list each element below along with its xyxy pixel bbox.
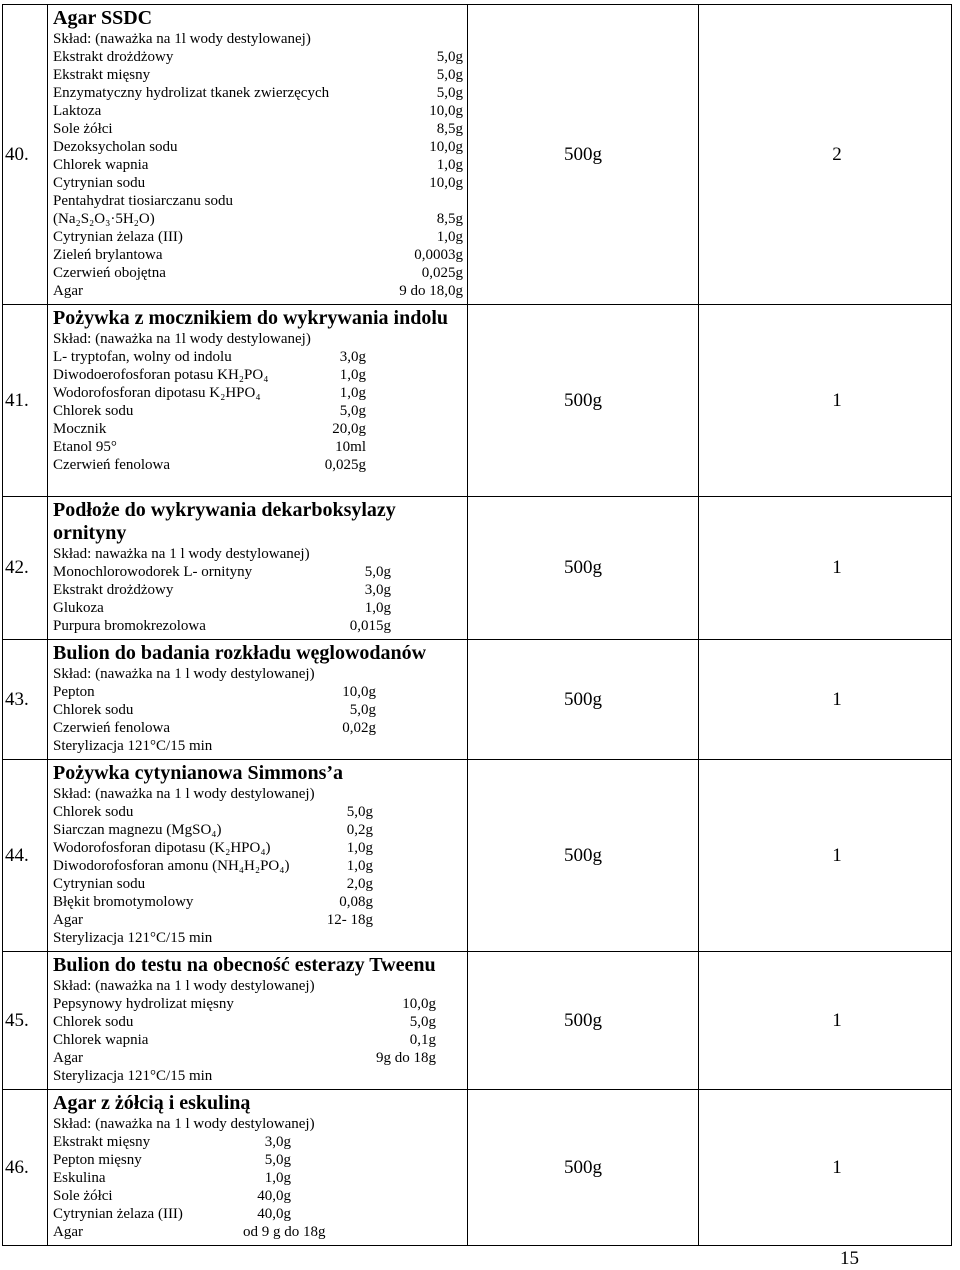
ingredient-name: Etanol 95° xyxy=(53,439,117,455)
ingredient-line xyxy=(53,402,463,420)
table-row xyxy=(3,5,952,305)
ingredient-line xyxy=(53,156,463,174)
ingredient-name: Pepton xyxy=(53,684,95,700)
ingredient-name: Czerwień obojętna xyxy=(53,265,166,281)
composition-cell xyxy=(48,760,468,952)
ingredient-line xyxy=(53,821,463,839)
ingredient-line xyxy=(53,384,463,402)
ingredient-name: Glukoza xyxy=(53,600,104,616)
ingredient-line xyxy=(53,1133,463,1151)
medium-title: Podłoże do wykrywania dekarboksylazy ornityny xyxy=(53,499,396,544)
ingredient-line xyxy=(53,1169,463,1187)
page-number: 15 xyxy=(840,1248,859,1269)
table-row xyxy=(3,952,952,1090)
table-row xyxy=(3,305,952,497)
ingredient-line xyxy=(53,438,463,456)
ingredient-amount: 5,0g xyxy=(349,702,376,718)
ingredient-name: Sole żółci xyxy=(53,1188,113,1204)
composition-cell xyxy=(48,640,468,760)
row-number: 44. xyxy=(3,760,48,952)
ingredient-amount: 10,0g xyxy=(429,139,463,155)
ingredient-line xyxy=(53,617,463,635)
ingredient-line xyxy=(53,995,463,1013)
medium-title: Agar SSDC xyxy=(53,7,153,29)
package-size: 500g xyxy=(468,760,699,952)
ingredient-amount: 1,0g xyxy=(346,840,373,856)
ingredient-amount: 9g do 18g xyxy=(376,1050,436,1066)
ingredient-amount: 40,0g xyxy=(257,1188,291,1204)
ingredient-line xyxy=(53,456,463,474)
medium-title: Pożywka cytynianowa Simmons’a xyxy=(53,762,344,784)
ingredient-name: Enzymatyczny hydrolizat tkanek zwierzęcych xyxy=(53,85,330,101)
table-row xyxy=(3,1090,952,1246)
sterilization-note: Sterylizacja 121°C/15 min xyxy=(53,738,213,754)
row-number: 45. xyxy=(3,952,48,1090)
ingredient-name: Chlorek wapnia xyxy=(53,157,149,173)
ingredient-name: Chlorek wapnia xyxy=(53,1032,149,1048)
ingredient-line xyxy=(53,120,463,138)
ingredient-name: Siarczan magnezu (MgSO₄) xyxy=(53,822,222,838)
row-number: 43. xyxy=(3,640,48,760)
ingredient-name: Chlorek sodu xyxy=(53,403,134,419)
ingredient-amount: 5,0g xyxy=(409,1014,436,1030)
sterilization-note: Sterylizacja 121°C/15 min xyxy=(53,930,213,946)
ingredient-line xyxy=(53,228,463,246)
ingredient-name: (Na₂S₂O₃·5H₂O) xyxy=(53,211,155,227)
ingredient-line xyxy=(53,366,463,384)
ingredient-line xyxy=(53,581,463,599)
ingredient-amount: 0,0003g xyxy=(414,247,463,263)
composition-header: Skład: (naważka na 1 l wody destylowanej) xyxy=(53,1116,315,1132)
ingredient-amount: 5,0g xyxy=(436,67,463,83)
ingredient-amount xyxy=(384,192,463,210)
ingredient-line xyxy=(53,1049,463,1067)
ingredient-line xyxy=(53,420,463,438)
ingredient-amount: 1,0g xyxy=(339,367,366,383)
table-row xyxy=(3,760,952,952)
ingredient-amount: 9 do 18,0g xyxy=(399,283,463,299)
ingredient-amount: 5,0g xyxy=(339,403,366,419)
table-row xyxy=(3,497,952,640)
row-number: 41. xyxy=(3,305,48,497)
ingredient-name: Laktoza xyxy=(53,103,102,119)
ingredient-line xyxy=(53,701,463,719)
quantity-value: 1 xyxy=(832,389,842,411)
ingredient-line xyxy=(53,599,463,617)
ingredient-line xyxy=(53,1151,463,1169)
ingredient-amount: 1,0g xyxy=(364,600,391,616)
ingredient-amount: 3,0g xyxy=(364,582,391,598)
ingredient-line xyxy=(53,1223,463,1241)
ingredient-amount: 5,0g xyxy=(364,564,391,580)
ingredient-name: Cytrynian żelaza (III) xyxy=(53,1206,183,1222)
ingredient-name: Czerwień fenolowa xyxy=(53,457,171,473)
quantity-value: 1 xyxy=(832,1009,842,1031)
composition-header: Skład: (naważka na 1l wody destylowanej) xyxy=(53,331,311,347)
ingredient-name: Cytrynian żelaza (III) xyxy=(53,229,183,245)
ingredient-name: Eskulina xyxy=(53,1170,106,1186)
ingredient-name: Pepsynowy hydrolizat mięsny xyxy=(53,996,234,1012)
ingredient-amount: 8,5g xyxy=(436,121,463,137)
ingredient-name: Mocznik xyxy=(53,421,107,437)
composition-cell xyxy=(48,5,468,305)
media-table xyxy=(2,4,952,1246)
quantity-cell xyxy=(699,952,952,1090)
ingredient-line xyxy=(53,1205,463,1223)
ingredient-amount: 2,0g xyxy=(346,876,373,892)
package-size: 500g xyxy=(468,952,699,1090)
quantity-cell xyxy=(699,5,952,305)
ingredient-name: Cytrynian sodu xyxy=(53,876,146,892)
ingredient-line xyxy=(53,210,463,228)
ingredient-line xyxy=(53,138,463,156)
ingredient-amount: 10,0g xyxy=(429,103,463,119)
ingredient-line xyxy=(53,911,463,929)
ingredient-line xyxy=(53,246,463,264)
quantity-cell xyxy=(699,640,952,760)
ingredient-amount: 1,0g xyxy=(436,229,463,245)
composition-cell xyxy=(48,952,468,1090)
medium-title: Bulion do badania rozkładu węglowodanów xyxy=(53,642,427,664)
quantity-cell xyxy=(699,497,952,640)
quantity-cell xyxy=(699,760,952,952)
composition-header: Skład: (naważka na 1l wody destylowanej) xyxy=(53,31,311,47)
ingredient-line xyxy=(53,1187,463,1205)
quantity-value: 1 xyxy=(832,688,842,710)
ingredient-amount: 0,025g xyxy=(324,457,366,473)
quantity-value: 1 xyxy=(832,557,842,578)
ingredient-line xyxy=(53,875,463,893)
ingredient-amount: 0,02g xyxy=(342,720,376,736)
composition-header: Skład: (naważka na 1 l wody destylowanej) xyxy=(53,666,315,682)
quantity-value: 2 xyxy=(832,143,842,165)
ingredient-amount: 5,0g xyxy=(346,804,373,820)
ingredient-line xyxy=(53,102,463,120)
ingredient-line xyxy=(53,1031,463,1049)
ingredient-name: Purpura bromokrezolowa xyxy=(53,618,206,634)
package-size: 500g xyxy=(468,305,699,497)
quantity-value: 1 xyxy=(832,1156,842,1178)
ingredient-name: Ekstrakt drożdżowy xyxy=(53,49,174,65)
row-number: 42. xyxy=(3,497,48,640)
ingredient-line xyxy=(53,1013,463,1031)
ingredient-name: Ekstrakt mięsny xyxy=(53,1134,151,1150)
ingredient-amount: 0,1g xyxy=(409,1032,436,1048)
ingredient-line xyxy=(53,174,463,192)
ingredient-amount: 1,0g xyxy=(346,858,373,874)
package-size: 500g xyxy=(468,497,699,640)
ingredient-amount: 0,2g xyxy=(346,822,373,838)
ingredient-name: Wodorofosforan dipotasu (K₂HPO₄) xyxy=(53,840,271,856)
ingredient-name: Błękit bromotymolowy xyxy=(53,894,194,910)
row-number: 40. xyxy=(3,5,48,305)
ingredient-amount: 10,0g xyxy=(429,175,463,191)
quantity-cell xyxy=(699,1090,952,1246)
ingredient-amount: 10,0g xyxy=(402,996,436,1012)
ingredient-name: Ekstrakt drożdżowy xyxy=(53,582,174,598)
composition-cell xyxy=(48,497,468,640)
ingredient-name: Pepton mięsny xyxy=(53,1152,142,1168)
ingredient-name: Chlorek sodu xyxy=(53,1014,134,1030)
ingredient-amount: 1,0g xyxy=(264,1170,291,1186)
composition-header: Skład: (naważka na 1 l wody destylowanej) xyxy=(53,978,315,994)
ingredient-name: L- tryptofan, wolny od indolu xyxy=(53,349,232,365)
ingredient-amount: 5,0g xyxy=(264,1152,291,1168)
ingredient-amount: 5,0g xyxy=(436,49,463,65)
ingredient-name: Cytrynian sodu xyxy=(53,175,146,191)
ingredient-amount: 3,0g xyxy=(264,1134,291,1150)
ingredient-name: Zieleń brylantowa xyxy=(53,247,163,263)
composition-cell xyxy=(48,1090,468,1246)
ingredient-line xyxy=(53,66,463,84)
ingredient-name: Dezoksycholan sodu xyxy=(53,139,178,155)
ingredient-amount: 10ml xyxy=(335,439,366,455)
ingredient-amount: 8,5g xyxy=(436,211,463,227)
ingredient-name: Chlorek sodu xyxy=(53,702,134,718)
ingredient-amount: 0,025g xyxy=(421,265,463,281)
ingredient-name: Agar xyxy=(53,912,83,928)
composition-header: Skład: (naważka na 1 l wody destylowanej) xyxy=(53,786,315,802)
ingredient-line xyxy=(53,563,463,581)
ingredient-name: Sole żółci xyxy=(53,121,113,137)
package-size: 500g xyxy=(468,640,699,760)
ingredient-amount: 40,0g xyxy=(257,1206,291,1222)
ingredient-name: Monochlorowodorek L- ornityny xyxy=(53,564,253,580)
ingredient-amount: 0,08g xyxy=(339,894,373,910)
ingredient-amount: 1,0g xyxy=(339,385,366,401)
ingredient-line xyxy=(53,192,463,210)
quantity-value: 1 xyxy=(832,844,842,866)
table-row xyxy=(3,640,952,760)
composition-header: Skład: naważka na 1 l wody destylowanej) xyxy=(53,546,310,562)
ingredient-name: Agar xyxy=(53,283,83,299)
composition-cell xyxy=(48,305,468,497)
ingredient-line xyxy=(53,803,463,821)
sterilization-note: Sterylizacja 121°C/15 min xyxy=(53,1068,213,1084)
ingredient-name: Czerwień fenolowa xyxy=(53,720,171,736)
package-size: 500g xyxy=(468,5,699,305)
ingredient-line xyxy=(53,893,463,911)
quantity-cell xyxy=(699,305,952,497)
ingredient-line xyxy=(53,719,463,737)
ingredient-name: Diwodoerofosforan potasu KH₂PO₄ xyxy=(53,367,269,383)
ingredient-amount: od 9 g do 18g xyxy=(243,1224,326,1240)
ingredient-name: Agar xyxy=(53,1224,83,1240)
ingredient-amount: 12- 18g xyxy=(326,912,373,928)
ingredient-name: Agar xyxy=(53,1050,83,1066)
ingredient-line xyxy=(53,839,463,857)
ingredient-amount: 0,015g xyxy=(349,618,391,634)
ingredient-line xyxy=(53,84,463,102)
ingredient-amount: 5,0g xyxy=(436,85,463,101)
ingredient-line xyxy=(53,348,463,366)
ingredient-line xyxy=(53,857,463,875)
ingredient-amount: 10,0g xyxy=(342,684,376,700)
ingredient-amount: 20,0g xyxy=(332,421,366,437)
package-size: 500g xyxy=(468,1090,699,1246)
ingredient-name: Pentahydrat tiosiarczanu sodu xyxy=(53,193,233,209)
ingredient-name: Ekstrakt mięsny xyxy=(53,67,151,83)
ingredient-name: Chlorek sodu xyxy=(53,804,134,820)
medium-title: Bulion do testu na obecność esterazy Tweenu xyxy=(53,954,436,976)
medium-title: Agar z żółcią i eskuliną xyxy=(53,1092,251,1114)
ingredient-line xyxy=(53,48,463,66)
ingredient-amount: 1,0g xyxy=(436,157,463,173)
row-number: 46. xyxy=(3,1090,48,1246)
medium-title: Pożywka z mocznikiem do wykrywania indolu xyxy=(53,307,449,329)
ingredient-line xyxy=(53,264,463,282)
ingredient-line xyxy=(53,282,463,300)
ingredient-name: Diwodorofosforan amonu (NH₄H₂PO₄) xyxy=(53,858,290,874)
ingredient-amount: 3,0g xyxy=(339,349,366,365)
ingredient-name: Wodorofosforan dipotasu K₂HPO₄ xyxy=(53,385,261,401)
ingredient-line xyxy=(53,683,463,701)
